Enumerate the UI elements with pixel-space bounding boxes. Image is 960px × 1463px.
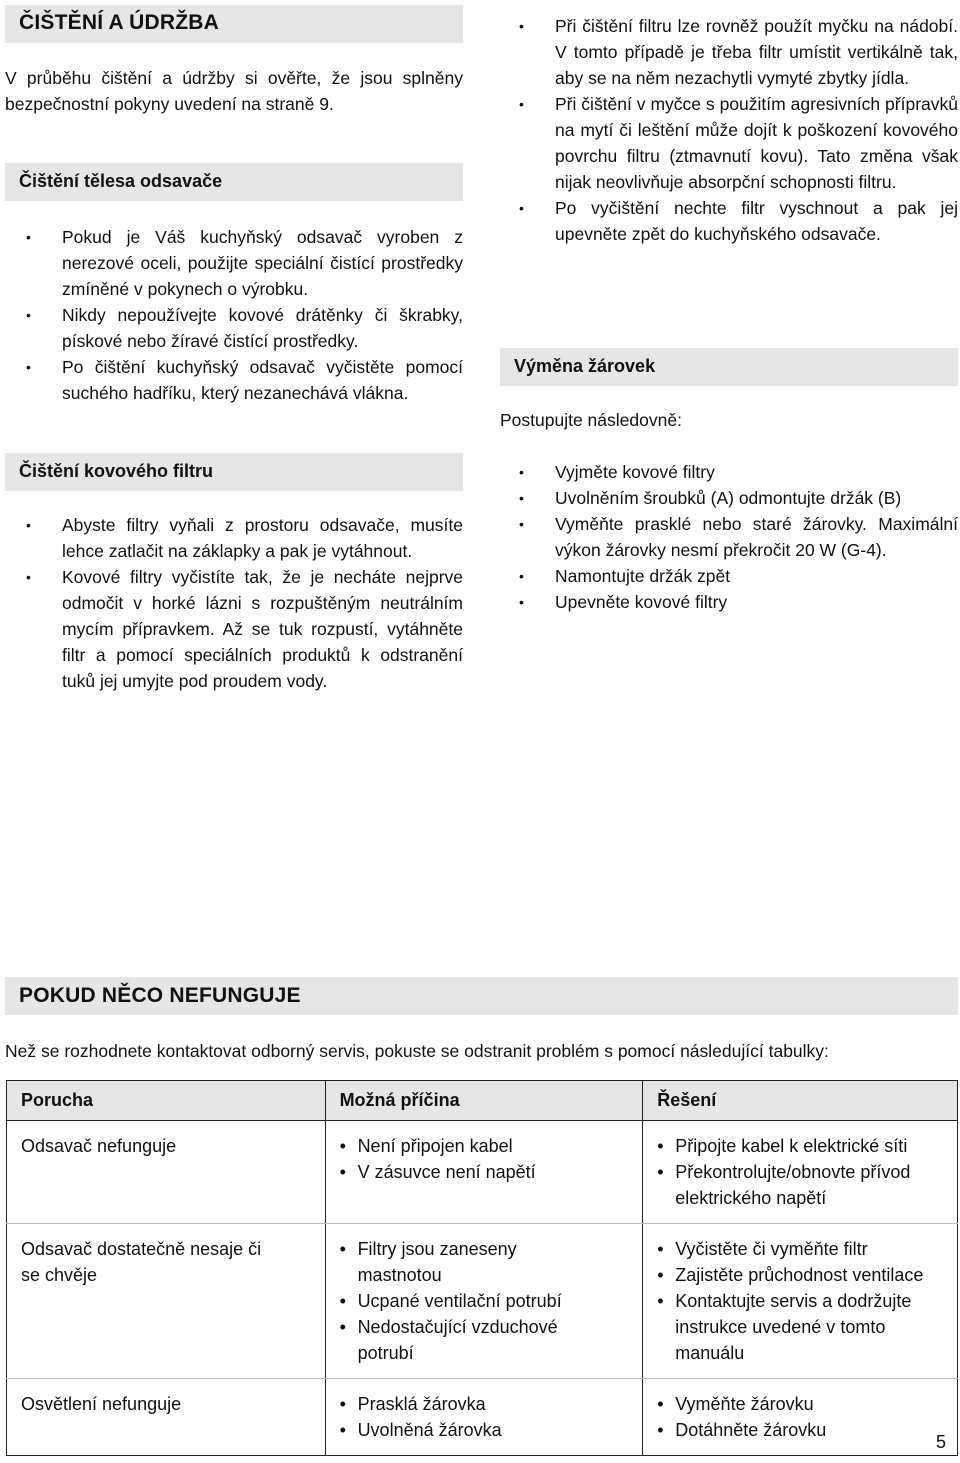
fault-cell: Osvětlení nefunguje xyxy=(7,1379,326,1456)
solution-cell xyxy=(643,1224,958,1379)
subsection-title-filter xyxy=(5,453,463,491)
list-item: • Abyste filtry vyňali z prostoru odsavače, musíte lehce zatlačit na záklapky a pak je vytáhnout. xyxy=(22,512,463,564)
list-item: • Vyměňte žárovku xyxy=(657,1391,943,1417)
list-item: • Ucpané ventilační potrubí xyxy=(340,1288,629,1314)
body-cleaning-list xyxy=(22,224,463,406)
table-row xyxy=(7,1121,958,1224)
list-item: • Vyjměte kovové filtry xyxy=(515,459,958,485)
cleaning-intro: V průběhu čištění a údržby si ověřte, že jsou splněny bezpečnostní pokyny uvedení na straně 9. xyxy=(5,68,463,114)
troubleshooting-table xyxy=(6,1080,958,1456)
section-title-cleaning xyxy=(5,5,463,43)
subsection-title-body xyxy=(5,163,463,201)
list-item: • Při čištění v myčce s použitím agresivních přípravků na mytí či leštění může dojít k poškození kovového povrchu filtru (ztmavnutí kovu). Tato změna však nijak neovlivňuje absorpční schopnosti filtru. xyxy=(515,91,958,195)
column-header-solution: Řešení xyxy=(643,1081,958,1121)
filter-cleaning-list-continued xyxy=(515,13,958,247)
list-item: • Namontujte držák zpět xyxy=(515,563,958,589)
list-item: • Nikdy nepoužívejte kovové drátěnky či škrabky, pískové nebo žíravé čistící prostředky. xyxy=(22,302,463,354)
page-number: 5 xyxy=(936,1432,947,1452)
troubleshooting-intro: Než se rozhodnete kontaktovat odborný servis, pokuste se odstranit problém s pomocí následující tabulky: xyxy=(5,1041,829,1061)
fault-cell: Odsavač dostatečně nesaje či se chvěje xyxy=(7,1224,326,1379)
section-title-troubleshooting xyxy=(5,977,958,1015)
list-item: • Dotáhněte žárovku xyxy=(657,1417,943,1443)
table-row xyxy=(7,1224,958,1379)
column-header-fault: Porucha xyxy=(7,1081,326,1121)
subsection-title-body-text: Čištění tělesa odsavače xyxy=(19,171,223,191)
list-item: • Zajistěte průchodnost ventilace xyxy=(657,1262,943,1288)
solution-cell xyxy=(643,1121,958,1224)
list-item: • Při čištění filtru lze rovněž použít myčku na nádobí. V tomto případě je třeba filtr umístit vertikálně tak, aby se na něm nezachytli vymyté zbytky jídla. xyxy=(515,13,958,91)
section-title-cleaning-text: ČIŠTĚNÍ A ÚDRŽBA xyxy=(19,11,219,34)
list-item: • Vyměňte prasklé nebo staré žárovky. Maximální výkon žárovky nesmí překročit 20 W (G-4). xyxy=(515,511,958,563)
table-row xyxy=(7,1379,958,1456)
list-item: • Připojte kabel k elektrické síti xyxy=(657,1133,943,1159)
cause-cell xyxy=(325,1379,643,1456)
bulbs-intro: Postupujte následovně: xyxy=(500,410,682,430)
list-item: • Uvolněná žárovka xyxy=(340,1417,629,1443)
section-title-troubleshooting-text: POKUD NĚCO NEFUNGUJE xyxy=(19,984,301,1007)
list-item: • Pokud je Váš kuchyňský odsavač vyroben z nerezové oceli, použijte speciální čistící prostředky zmíněné v pokynech o výrobku. xyxy=(22,224,463,302)
list-item: • Kontaktujte servis a dodržujte instrukce uvedené v tomto manuálu xyxy=(657,1288,943,1366)
list-item: • Překontrolujte/obnovte přívod elektrického napětí xyxy=(657,1159,943,1211)
list-item: • Vyčistěte či vyměňte filtr xyxy=(657,1236,943,1262)
subsection-title-bulbs-text: Výměna žárovek xyxy=(514,356,656,376)
cause-cell xyxy=(325,1121,643,1224)
cause-cell xyxy=(325,1224,643,1379)
list-item: • Není připojen kabel xyxy=(340,1133,629,1159)
fault-cell: Odsavač nefunguje xyxy=(7,1121,326,1224)
filter-cleaning-list xyxy=(22,512,463,694)
list-item: • V zásuvce není napětí xyxy=(340,1159,629,1185)
list-item: • Po vyčištění nechte filtr vyschnout a pak jej upevněte zpět do kuchyňského odsavače. xyxy=(515,195,958,247)
list-item: • Upevněte kovové filtry xyxy=(515,589,958,615)
list-item: • Po čištění kuchyňský odsavač vyčistěte pomocí suchého hadříku, který nezanechává vlákna. xyxy=(22,354,463,406)
column-header-cause: Možná příčina xyxy=(325,1081,643,1121)
subsection-title-filter-text: Čištění kovového filtru xyxy=(19,461,214,481)
bulb-replacement-list xyxy=(515,459,958,615)
solution-cell xyxy=(643,1379,958,1456)
table-header-row xyxy=(7,1081,958,1121)
list-item: • Nedostačující vzduchové potrubí xyxy=(340,1314,629,1366)
list-item: • Uvolněním šroubků (A) odmontujte držák (B) xyxy=(515,485,958,511)
list-item: • Prasklá žárovka xyxy=(340,1391,629,1417)
list-item: • Kovové filtry vyčistíte tak, že je necháte nejprve odmočit v horké lázni s rozpuštěným neutrálním mycím přípravkem. Až se tuk rozpustí, vytáhněte filtr a pomocí speciálních produktů k odstranění tuků jej umyjte pod proudem vody. xyxy=(22,564,463,694)
subsection-title-bulbs xyxy=(500,348,958,386)
list-item: • Filtry jsou zaneseny mastnotou xyxy=(340,1236,629,1288)
